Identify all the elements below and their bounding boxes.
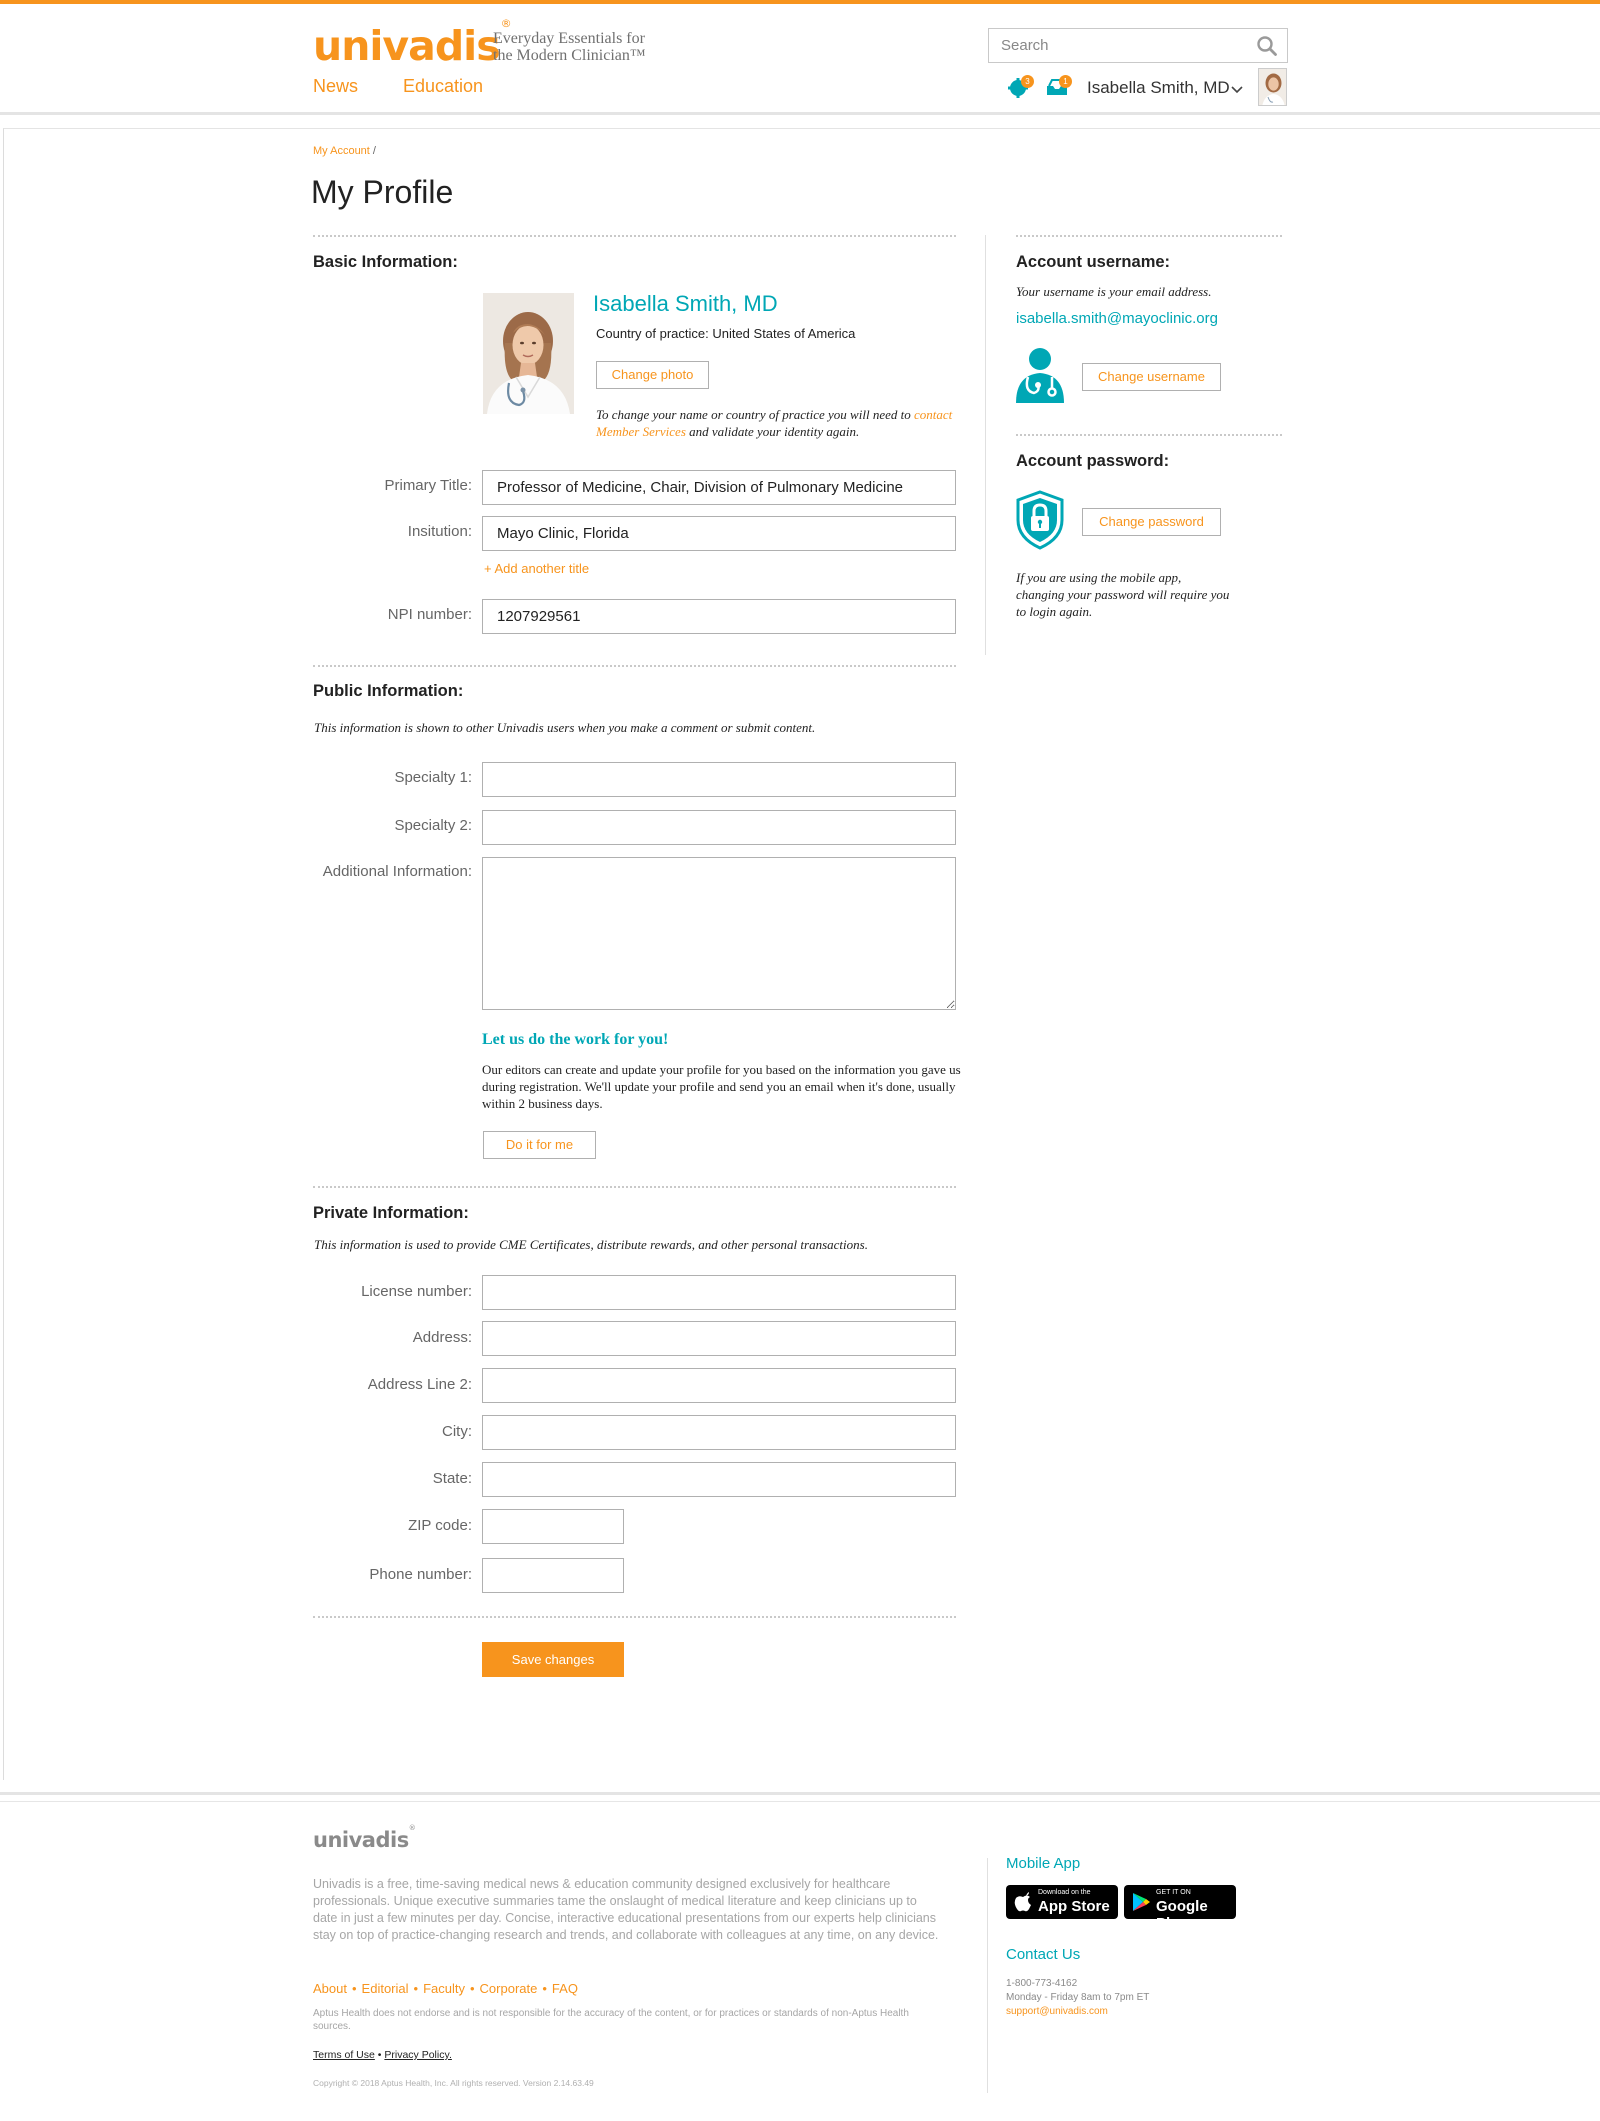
column-divider	[985, 235, 986, 655]
tagline-line-1: Everyday Essentials for	[493, 30, 645, 47]
change-username-button[interactable]: Change username	[1082, 363, 1221, 391]
user-avatar-portrait	[1259, 69, 1287, 106]
mobile-app-heading: Mobile App	[1006, 1855, 1081, 1872]
note-text-before: To change your name or country of practice you will need to	[596, 407, 911, 422]
add-another-title-link[interactable]: + Add another title	[484, 561, 590, 576]
google-play-small-text: GET IT ON	[1156, 1889, 1191, 1896]
basic-info-heading: Basic Information:	[313, 253, 458, 271]
contact-email-link[interactable]: support@univadis.com	[1006, 2006, 1108, 2017]
breadcrumb-separator: /	[372, 145, 376, 157]
save-changes-button[interactable]: Save changes	[482, 1642, 624, 1677]
note-text-after: and validate your identity again.	[689, 424, 860, 439]
site-header	[0, 4, 1600, 115]
contact-hours: Monday - Friday 8am to 7pm ET	[1006, 1992, 1150, 2003]
inbox-button[interactable]	[1045, 76, 1071, 98]
state-input[interactable]	[482, 1462, 956, 1497]
specialty-2-label: Specialty 2:	[394, 817, 472, 834]
privacy-policy-link[interactable]: Privacy Policy.	[384, 2049, 452, 2061]
institution-input[interactable]	[482, 516, 956, 551]
footer-link-editorial[interactable]: Editorial	[361, 1981, 409, 1996]
footer-link-corporate[interactable]: Corporate	[479, 1981, 538, 1996]
state-label: State:	[432, 1470, 472, 1487]
zip-code-input[interactable]	[482, 1509, 624, 1544]
promo-text: Our editors can create and update your profile for you based on the information you gave us during registration. We'll update your profile and send you an email when it's done, usually within 2 business days.	[482, 1062, 961, 1111]
nav-news[interactable]: News	[313, 76, 359, 96]
city-input[interactable]	[482, 1415, 956, 1450]
specialty-1-input[interactable]	[482, 762, 956, 797]
search-box	[988, 28, 1288, 63]
change-photo-button[interactable]: Change photo	[596, 361, 709, 389]
public-info-heading: Public Information:	[313, 682, 464, 700]
license-number-label: License number:	[361, 1283, 472, 1300]
private-info-heading: Private Information:	[313, 1204, 469, 1222]
npi-label: NPI number:	[387, 606, 472, 623]
chevron-down-icon[interactable]	[1230, 84, 1244, 94]
footer-column-divider	[987, 1858, 988, 2093]
contact-member-services-link[interactable]: contact Member Services	[596, 407, 953, 439]
primary-title-label: Primary Title:	[384, 477, 472, 494]
divider	[313, 665, 956, 667]
private-info-note: This information is used to provide CME Certificates, distribute rewards, and other personal transactions.	[314, 1237, 868, 1252]
footer-logo-registered-mark: ®	[408, 1824, 416, 1832]
password-note: If you are using the mobile app, changing your password will require you to login again.	[1016, 570, 1230, 619]
account-password-heading: Account password:	[1016, 452, 1170, 470]
footer-link-separator: •	[469, 1981, 475, 1996]
footer-logo[interactable]	[313, 1824, 416, 1852]
legal-separator: •	[377, 2049, 385, 2061]
footer-logo-text: univadis	[313, 1828, 409, 1852]
doctor-icon	[1014, 345, 1066, 405]
footer-link-faq[interactable]: FAQ	[551, 1981, 578, 1996]
public-info-note: This information is shown to other Univadis users when you make a comment or submit content.	[314, 720, 816, 735]
account-username-heading: Account username:	[1016, 253, 1171, 271]
change-password-button[interactable]: Change password	[1082, 508, 1221, 536]
footer-link-about[interactable]: About	[313, 1981, 347, 1996]
contact-us-heading: Contact Us	[1006, 1946, 1081, 1963]
zip-code-label: ZIP code:	[408, 1517, 472, 1534]
footer-links	[313, 1981, 578, 1996]
tagline	[493, 30, 646, 64]
additional-info-label: Additional Information:	[322, 863, 472, 880]
account-email: isabella.smith@mayoclinic.org	[1016, 310, 1218, 327]
footer-about-text: Univadis is a free, time-saving medical news & education community designed exclusively for healthcare professionals. Unique executive summaries tame the onslaught of medical literature and keep clinicians up to date in just a few minutes per day. Concise, interactive educational presentations from our experts help clinicians stay on top of practice-changing research and trends, and collaborate with colleagues at any time, on any device.	[313, 1877, 939, 1942]
nav-education[interactable]: Education	[403, 76, 484, 96]
site-footer	[0, 1792, 1600, 2121]
footer-divider	[0, 1801, 1600, 1802]
institution-label: Insitution:	[407, 523, 472, 540]
app-store-small-text: Download on the	[1038, 1889, 1091, 1896]
profile-portrait	[483, 293, 574, 414]
user-avatar[interactable]	[1258, 68, 1287, 106]
footer-link-faculty[interactable]: Faculty	[423, 1981, 465, 1996]
phone-number-input[interactable]	[482, 1558, 624, 1593]
do-it-for-me-button[interactable]: Do it for me	[483, 1131, 596, 1159]
alerts-count-badge: 3	[1021, 75, 1034, 88]
footer-legal-links	[313, 2049, 452, 2061]
page-title: My Profile	[311, 174, 454, 210]
city-label: City:	[442, 1423, 472, 1440]
license-number-input[interactable]	[482, 1275, 956, 1310]
shield-lock-icon	[1014, 490, 1066, 550]
additional-info-textarea[interactable]	[482, 857, 956, 1010]
logo-registered-mark: ®	[500, 17, 511, 31]
google-play-big-text: Google Play	[1156, 1898, 1208, 1932]
inbox-count-badge: 1	[1059, 75, 1072, 88]
google-play-button[interactable]	[1124, 1885, 1236, 1932]
divider	[313, 1616, 956, 1618]
footer-contact-info	[1006, 1977, 1149, 2019]
search-input[interactable]	[989, 29, 1229, 62]
user-menu-name[interactable]: Isabella Smith, MD	[1087, 78, 1230, 97]
app-store-button[interactable]	[1006, 1885, 1118, 1919]
contact-phone: 1-800-773-4162	[1006, 1978, 1078, 1989]
divider	[313, 235, 956, 237]
apple-icon	[1014, 1892, 1032, 1912]
divider	[1016, 235, 1282, 237]
promo-heading: Let us do the work for you!	[482, 1031, 669, 1048]
footer-copyright: Copyright © 2018 Aptus Health, Inc. All rights reserved. Version 2.14.63.49	[313, 2078, 594, 2088]
profile-name: Isabella Smith, MD	[593, 291, 778, 316]
address-label: Address:	[412, 1329, 472, 1346]
address-line-2-label: Address Line 2:	[367, 1376, 472, 1393]
logo-text: univadis	[313, 22, 500, 70]
alerts-button[interactable]	[1007, 76, 1033, 98]
username-note: Your username is your email address.	[1016, 284, 1212, 299]
specialty-2-input[interactable]	[482, 810, 956, 845]
footer-link-separator: •	[351, 1981, 357, 1996]
tagline-line-2: the Modern Clinician™	[493, 47, 646, 64]
specialty-1-label: Specialty 1:	[394, 769, 472, 786]
footer-link-separator: •	[413, 1981, 419, 1996]
footer-disclaimer: Aptus Health does not endorse and is not responsible for the accuracy of the content, or for practices or standards of non-Aptus Health sources.	[313, 2008, 909, 2032]
breadcrumb	[313, 145, 376, 157]
univadis-logo[interactable]	[313, 17, 511, 70]
address-line-2-input[interactable]	[482, 1368, 956, 1403]
google-play-icon	[1132, 1892, 1150, 1912]
breadcrumb-my-account[interactable]: My Account	[313, 145, 370, 157]
primary-title-input[interactable]	[482, 470, 956, 505]
footer-link-separator: •	[542, 1981, 547, 1996]
npi-input[interactable]	[482, 599, 956, 634]
search-icon[interactable]	[1256, 35, 1278, 57]
profile-photo	[483, 293, 574, 414]
divider	[313, 1186, 956, 1188]
country-of-practice: Country of practice: United States of America	[596, 326, 856, 341]
terms-of-use-link[interactable]: Terms of Use	[313, 2049, 375, 2061]
phone-number-label: Phone number:	[369, 1566, 472, 1583]
app-store-big-text: App Store	[1038, 1898, 1110, 1915]
divider	[1016, 434, 1282, 436]
address-input[interactable]	[482, 1321, 956, 1356]
name-change-note	[596, 406, 976, 440]
